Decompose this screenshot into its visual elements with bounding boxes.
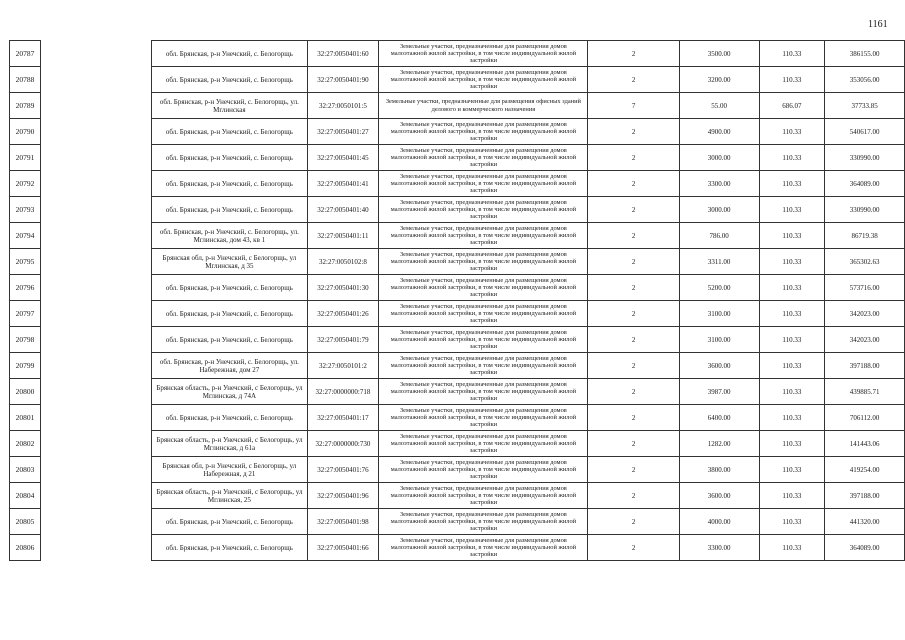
address-cell: Брянская область, р-н Унечский, с Белогорщь, ул Мглинская, 25 <box>152 483 307 509</box>
group-cell: 2 <box>588 457 679 483</box>
cadastral-value-cell: 86719.38 <box>825 223 905 249</box>
land-use-cell: Земельные участки, предназначенные для размещения домов малоэтажной жилой застройки, в том числе индивидуальной жилой застройки <box>379 145 588 171</box>
spacer-cell <box>40 327 151 353</box>
land-use-cell: Земельные участки, предназначенные для размещения домов малоэтажной жилой застройки, в том числе индивидуальной жилой застройки <box>379 197 588 223</box>
land-use-cell: Земельные участки, предназначенные для размещения домов малоэтажной жилой застройки, в том числе индивидуальной жилой застройки <box>379 171 588 197</box>
row-id-cell: 20796 <box>10 275 41 301</box>
address-cell: обл. Брянская, р-н Унечский, с. Белогорщь <box>152 327 307 353</box>
row-id-cell: 20795 <box>10 249 41 275</box>
page-number: 1161 <box>868 19 888 30</box>
spacer-cell <box>40 145 151 171</box>
cadastral-value-cell: 706112.00 <box>825 405 905 431</box>
cadastral-value-cell: 573716.00 <box>825 275 905 301</box>
cadastral-number-cell: 32:27:0050101:2 <box>307 353 379 379</box>
spacer-cell <box>40 353 151 379</box>
address-cell: обл. Брянская, р-н Унечский, с. Белогорщь, ул. Набережная, дом 27 <box>152 353 307 379</box>
cadastral-number-cell: 32:27:0050401:40 <box>307 197 379 223</box>
row-id-cell: 20794 <box>10 223 41 249</box>
table-row <box>10 171 905 197</box>
spacer-cell <box>40 67 151 93</box>
address-cell: обл. Брянская, р-н Унечский, с. Белогорщь <box>152 197 307 223</box>
group-cell: 2 <box>588 145 679 171</box>
rate-cell: 110.33 <box>759 535 825 561</box>
cadastral-value-cell: 330990.00 <box>825 197 905 223</box>
group-cell: 2 <box>588 275 679 301</box>
land-use-cell: Земельные участки, предназначенные для размещения домов малоэтажной жилой застройки, в том числе индивидуальной жилой застройки <box>379 67 588 93</box>
rate-cell: 110.33 <box>759 67 825 93</box>
area-cell: 3800.00 <box>679 457 759 483</box>
cadastral-value-cell: 353056.00 <box>825 67 905 93</box>
row-id-cell: 20789 <box>10 93 41 119</box>
rate-cell: 686.07 <box>759 93 825 119</box>
land-use-cell: Земельные участки, предназначенные для размещения офисных зданий делового и коммерческого назначения <box>379 93 588 119</box>
spacer-cell <box>40 275 151 301</box>
group-cell: 2 <box>588 405 679 431</box>
table-row <box>10 223 905 249</box>
cadastral-value-cell: 386155.00 <box>825 41 905 67</box>
group-cell: 2 <box>588 483 679 509</box>
cadastral-value-cell: 419254.00 <box>825 457 905 483</box>
rate-cell: 110.33 <box>759 119 825 145</box>
rate-cell: 110.33 <box>759 223 825 249</box>
table-row <box>10 457 905 483</box>
group-cell: 2 <box>588 67 679 93</box>
spacer-cell <box>40 379 151 405</box>
address-cell: обл. Брянская, р-н Унечский, с. Белогорщь, ул. Мглинская <box>152 93 307 119</box>
group-cell: 2 <box>588 509 679 535</box>
land-use-cell: Земельные участки, предназначенные для размещения домов малоэтажной жилой застройки, в том числе индивидуальной жилой застройки <box>379 405 588 431</box>
cadastral-value-cell: 365302.63 <box>825 249 905 275</box>
row-id-cell: 20787 <box>10 41 41 67</box>
rate-cell: 110.33 <box>759 275 825 301</box>
land-use-cell: Земельные участки, предназначенные для размещения домов малоэтажной жилой застройки, в том числе индивидуальной жилой застройки <box>379 379 588 405</box>
area-cell: 3100.00 <box>679 327 759 353</box>
spacer-cell <box>40 483 151 509</box>
table-row <box>10 483 905 509</box>
spacer-cell <box>40 119 151 145</box>
cadastral-number-cell: 32:27:0000000:730 <box>307 431 379 457</box>
spacer-cell <box>40 171 151 197</box>
group-cell: 2 <box>588 327 679 353</box>
table-row <box>10 327 905 353</box>
cadastral-number-cell: 32:27:0050401:90 <box>307 67 379 93</box>
address-cell: Брянская область, р-н Унечский, с Белогорщь, ул Мглинская, д 61а <box>152 431 307 457</box>
spacer-cell <box>40 535 151 561</box>
address-cell: обл. Брянская, р-н Унечский, с. Белогорщь <box>152 41 307 67</box>
address-cell: обл. Брянская, р-н Унечский, с. Белогорщь <box>152 119 307 145</box>
cadastral-number-cell: 32:27:0050401:27 <box>307 119 379 145</box>
cadastral-number-cell: 32:27:0000000:718 <box>307 379 379 405</box>
land-use-cell: Земельные участки, предназначенные для размещения домов малоэтажной жилой застройки, в том числе индивидуальной жилой застройки <box>379 223 588 249</box>
table-row <box>10 509 905 535</box>
rate-cell: 110.33 <box>759 509 825 535</box>
cadastral-number-cell: 32:27:0050401:41 <box>307 171 379 197</box>
group-cell: 2 <box>588 535 679 561</box>
spacer-cell <box>40 197 151 223</box>
row-id-cell: 20800 <box>10 379 41 405</box>
address-cell: обл. Брянская, р-н Унечский, с. Белогорщь <box>152 67 307 93</box>
area-cell: 3000.00 <box>679 197 759 223</box>
land-use-cell: Земельные участки, предназначенные для размещения домов малоэтажной жилой застройки, в том числе индивидуальной жилой застройки <box>379 457 588 483</box>
row-id-cell: 20803 <box>10 457 41 483</box>
spacer-cell <box>40 41 151 67</box>
land-use-cell: Земельные участки, предназначенные для размещения домов малоэтажной жилой застройки, в том числе индивидуальной жилой застройки <box>379 535 588 561</box>
row-id-cell: 20799 <box>10 353 41 379</box>
row-id-cell: 20792 <box>10 171 41 197</box>
rate-cell: 110.33 <box>759 197 825 223</box>
address-cell: Брянская обл, р-н Унечский, с Белогорщь, ул Набережная, д 21 <box>152 457 307 483</box>
row-id-cell: 20805 <box>10 509 41 535</box>
rate-cell: 110.33 <box>759 379 825 405</box>
area-cell: 3100.00 <box>679 301 759 327</box>
row-id-cell: 20790 <box>10 119 41 145</box>
address-cell: обл. Брянская, р-н Унечский, с. Белогорщь <box>152 535 307 561</box>
spacer-cell <box>40 405 151 431</box>
cadastral-value-cell: 364089.00 <box>825 171 905 197</box>
land-use-cell: Земельные участки, предназначенные для размещения домов малоэтажной жилой застройки, в том числе индивидуальной жилой застройки <box>379 327 588 353</box>
table-row <box>10 405 905 431</box>
group-cell: 2 <box>588 301 679 327</box>
cadastral-number-cell: 32:27:0050401:45 <box>307 145 379 171</box>
cadastral-value-cell: 342023.00 <box>825 327 905 353</box>
rate-cell: 110.33 <box>759 457 825 483</box>
land-use-cell: Земельные участки, предназначенные для размещения домов малоэтажной жилой застройки, в том числе индивидуальной жилой застройки <box>379 249 588 275</box>
group-cell: 2 <box>588 171 679 197</box>
group-cell: 7 <box>588 93 679 119</box>
area-cell: 3311.00 <box>679 249 759 275</box>
area-cell: 3600.00 <box>679 353 759 379</box>
row-id-cell: 20788 <box>10 67 41 93</box>
group-cell: 2 <box>588 197 679 223</box>
address-cell: Брянская область, р-н Унечский, с Белогорщь, ул Мглинская, д 74А <box>152 379 307 405</box>
table-row <box>10 93 905 119</box>
land-use-cell: Земельные участки, предназначенные для размещения домов малоэтажной жилой застройки, в том числе индивидуальной жилой застройки <box>379 353 588 379</box>
cadastral-value-cell: 439885.71 <box>825 379 905 405</box>
spacer-cell <box>40 457 151 483</box>
row-id-cell: 20802 <box>10 431 41 457</box>
group-cell: 2 <box>588 379 679 405</box>
group-cell: 2 <box>588 431 679 457</box>
spacer-cell <box>40 249 151 275</box>
rate-cell: 110.33 <box>759 431 825 457</box>
address-cell: обл. Брянская, р-н Унечский, с. Белогорщь <box>152 301 307 327</box>
cadastral-number-cell: 32:27:0050401:98 <box>307 509 379 535</box>
table-row <box>10 353 905 379</box>
area-cell: 3200.00 <box>679 67 759 93</box>
area-cell: 3600.00 <box>679 483 759 509</box>
land-use-cell: Земельные участки, предназначенные для размещения домов малоэтажной жилой застройки, в том числе индивидуальной жилой застройки <box>379 301 588 327</box>
rate-cell: 110.33 <box>759 145 825 171</box>
group-cell: 2 <box>588 223 679 249</box>
row-id-cell: 20791 <box>10 145 41 171</box>
table-row <box>10 67 905 93</box>
group-cell: 2 <box>588 353 679 379</box>
table-row <box>10 145 905 171</box>
table-row <box>10 535 905 561</box>
table-row <box>10 431 905 457</box>
address-cell: обл. Брянская, р-н Унечский, с. Белогорщь <box>152 405 307 431</box>
cadastral-number-cell: 32:27:0050102:8 <box>307 249 379 275</box>
group-cell: 2 <box>588 41 679 67</box>
cadastral-value-cell: 141443.06 <box>825 431 905 457</box>
row-id-cell: 20793 <box>10 197 41 223</box>
cadastral-number-cell: 32:27:0050401:79 <box>307 327 379 353</box>
spacer-cell <box>40 509 151 535</box>
cadastral-number-cell: 32:27:0050401:26 <box>307 301 379 327</box>
rate-cell: 110.33 <box>759 483 825 509</box>
rate-cell: 110.33 <box>759 171 825 197</box>
spacer-cell <box>40 431 151 457</box>
cadastral-number-cell: 32:27:0050401:17 <box>307 405 379 431</box>
address-cell: обл. Брянская, р-н Унечский, с. Белогорщь <box>152 145 307 171</box>
land-use-cell: Земельные участки, предназначенные для размещения домов малоэтажной жилой застройки, в том числе индивидуальной жилой застройки <box>379 509 588 535</box>
area-cell: 4000.00 <box>679 509 759 535</box>
table-row <box>10 119 905 145</box>
spacer-cell <box>40 223 151 249</box>
land-use-cell: Земельные участки, предназначенные для размещения домов малоэтажной жилой застройки, в том числе индивидуальной жилой застройки <box>379 431 588 457</box>
area-cell: 6400.00 <box>679 405 759 431</box>
table-row <box>10 379 905 405</box>
area-cell: 3300.00 <box>679 171 759 197</box>
cadastral-number-cell: 32:27:0050101:5 <box>307 93 379 119</box>
cadastral-number-cell: 32:27:0050401:76 <box>307 457 379 483</box>
cadastral-value-table <box>9 40 905 561</box>
rate-cell: 110.33 <box>759 249 825 275</box>
table-row <box>10 301 905 327</box>
row-id-cell: 20801 <box>10 405 41 431</box>
rate-cell: 110.33 <box>759 41 825 67</box>
area-cell: 3300.00 <box>679 535 759 561</box>
area-cell: 3987.00 <box>679 379 759 405</box>
address-cell: обл. Брянская, р-н Унечский, с. Белогорщь <box>152 171 307 197</box>
cadastral-value-cell: 540617.00 <box>825 119 905 145</box>
row-id-cell: 20806 <box>10 535 41 561</box>
cadastral-number-cell: 32:27:0050401:66 <box>307 535 379 561</box>
cadastral-number-cell: 32:27:0050401:30 <box>307 275 379 301</box>
cadastral-value-cell: 397188.00 <box>825 483 905 509</box>
rate-cell: 110.33 <box>759 353 825 379</box>
spacer-cell <box>40 301 151 327</box>
spacer-cell <box>40 93 151 119</box>
area-cell: 786.00 <box>679 223 759 249</box>
row-id-cell: 20797 <box>10 301 41 327</box>
cadastral-value-cell: 330990.00 <box>825 145 905 171</box>
area-cell: 3000.00 <box>679 145 759 171</box>
group-cell: 2 <box>588 119 679 145</box>
address-cell: обл. Брянская, р-н Унечский, с. Белогорщь <box>152 275 307 301</box>
row-id-cell: 20804 <box>10 483 41 509</box>
land-use-cell: Земельные участки, предназначенные для размещения домов малоэтажной жилой застройки, в том числе индивидуальной жилой застройки <box>379 483 588 509</box>
group-cell: 2 <box>588 249 679 275</box>
land-use-cell: Земельные участки, предназначенные для размещения домов малоэтажной жилой застройки, в том числе индивидуальной жилой застройки <box>379 119 588 145</box>
cadastral-value-cell: 37733.85 <box>825 93 905 119</box>
rate-cell: 110.33 <box>759 301 825 327</box>
row-id-cell: 20798 <box>10 327 41 353</box>
table-body <box>10 41 905 561</box>
land-use-cell: Земельные участки, предназначенные для размещения домов малоэтажной жилой застройки, в том числе индивидуальной жилой застройки <box>379 275 588 301</box>
cadastral-value-cell: 364089.00 <box>825 535 905 561</box>
address-cell: обл. Брянская, р-н Унечский, с. Белогорщь, ул. Мглинская, дом 43, кв 1 <box>152 223 307 249</box>
cadastral-value-cell: 397188.00 <box>825 353 905 379</box>
land-use-cell: Земельные участки, предназначенные для размещения домов малоэтажной жилой застройки, в том числе индивидуальной жилой застройки <box>379 41 588 67</box>
cadastral-value-cell: 342023.00 <box>825 301 905 327</box>
table-row <box>10 41 905 67</box>
table-row <box>10 249 905 275</box>
cadastral-number-cell: 32:27:0050401:96 <box>307 483 379 509</box>
table-row <box>10 197 905 223</box>
cadastral-value-cell: 441320.00 <box>825 509 905 535</box>
rate-cell: 110.33 <box>759 405 825 431</box>
area-cell: 4900.00 <box>679 119 759 145</box>
cadastral-number-cell: 32:27:0050401:11 <box>307 223 379 249</box>
table-row <box>10 275 905 301</box>
area-cell: 55.00 <box>679 93 759 119</box>
rate-cell: 110.33 <box>759 327 825 353</box>
address-cell: обл. Брянская, р-н Унечский, с. Белогорщь <box>152 509 307 535</box>
cadastral-number-cell: 32:27:0050401:60 <box>307 41 379 67</box>
area-cell: 1282.00 <box>679 431 759 457</box>
area-cell: 3500.00 <box>679 41 759 67</box>
area-cell: 5200.00 <box>679 275 759 301</box>
address-cell: Брянская обл, р-н Унечский, с Белогорщь, ул Мглинская, д 35 <box>152 249 307 275</box>
